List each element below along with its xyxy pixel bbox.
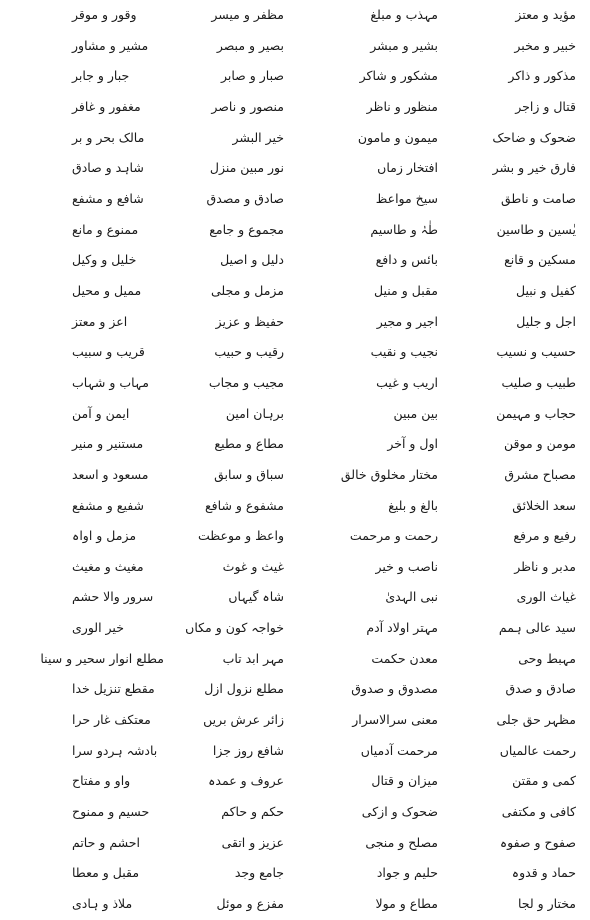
name-cell: مالک بحر و بر <box>72 129 145 145</box>
name-cell: حسیم و ممنوح <box>72 804 150 820</box>
name-cell: سیخ مواعظ <box>375 190 438 206</box>
name-cell: جبار و جابر <box>72 68 130 84</box>
name-cell: شاہ گیہاں <box>228 589 284 605</box>
name-cell: صامت و ناطق <box>500 190 576 206</box>
name-cell: مشفوع و شافع <box>205 497 284 513</box>
name-cell: مومن و موقن <box>504 436 576 452</box>
name-cell: ایمن و آمن <box>72 405 130 421</box>
name-cell: اجل و جلیل <box>516 313 576 329</box>
name-cell: بائس و دافع <box>375 252 438 268</box>
name-cell: مہتر اولاد آدم <box>366 620 438 636</box>
name-cell: سید عالی ہمم <box>498 620 576 636</box>
name-cell: میمون و مامون <box>357 129 438 145</box>
name-cell: میزان و قتال <box>371 773 438 789</box>
name-cell: واعظ و موعظت <box>198 528 284 544</box>
name-cell: مزمل و مجلی <box>210 282 284 298</box>
name-cell: غیاث الوری <box>516 589 576 605</box>
name-cell: بین مبین <box>393 405 438 421</box>
name-cell: مفزع و موئل <box>216 896 284 912</box>
name-cell: خواجہ کون و مکاں <box>185 620 284 636</box>
name-cell: سباق و سابق <box>214 466 284 482</box>
name-cell: اول و آخر <box>387 436 438 452</box>
name-cell: اجیر و مجیر <box>376 313 438 329</box>
name-cell: مہبط وحی <box>518 650 576 666</box>
name-cell: طٰہٰ و طاسیم <box>370 221 438 237</box>
name-cell: نجیب و نقیب <box>370 344 438 360</box>
name-cell: واو و مفتاح <box>72 773 131 789</box>
names-table <box>4 0 584 920</box>
name-cell: مہذب و مبلغ <box>370 7 438 22</box>
name-cell: سعد الخلائق <box>512 497 576 513</box>
name-cell: غیث و غوث <box>222 558 284 574</box>
name-cell: مجیب و مجاب <box>208 374 284 390</box>
name-cell: مقبل و معطا <box>72 865 140 881</box>
name-cell: مشکور و شاکر <box>359 68 438 84</box>
name-cell: مقطع تنزیل خدا <box>72 681 155 697</box>
name-cell: مغفور و غافر <box>72 98 141 114</box>
name-cell: صبار و صابر <box>220 68 284 84</box>
name-cell: احشم و حاتم <box>72 834 140 850</box>
name-cell: کفیل و نبیل <box>516 282 576 298</box>
name-cell: حماد و قدوہ <box>511 865 576 881</box>
name-cell: وقور و موقر <box>72 7 137 22</box>
name-cell: سرور والا حشم <box>72 589 154 605</box>
name-cell: ضحوک و ضاحک <box>492 129 576 145</box>
name-cell: دلیل و اصیل <box>220 252 284 268</box>
name-cell: معتکف غار حرا <box>72 712 151 728</box>
name-cell: شافع و مشفع <box>72 190 144 206</box>
name-cell: مستنیر و منیر <box>72 436 144 452</box>
name-cell: عزیز و اتقی <box>221 834 284 850</box>
name-cell: زائر عرش بریں <box>203 712 284 728</box>
name-cell: خیر الوری <box>72 620 124 636</box>
name-cell: مہر ابد تاب <box>222 650 284 666</box>
name-cell: خبیر و مخبر <box>514 37 576 53</box>
name-cell: کمی و مقتن <box>512 773 576 789</box>
name-cell: مطلع انوار سحیر و سینا <box>40 650 164 666</box>
name-cell: نبی الہدیٰ <box>385 589 438 605</box>
name-cell: صفوح و صفوہ <box>499 834 576 850</box>
name-cell: شفیع و مشفع <box>72 497 145 513</box>
name-cell: فارق خیر و بشر <box>492 160 576 176</box>
name-cell: شاہد و صادق <box>72 160 144 176</box>
name-cell: حجاب و مہیمن <box>496 405 576 421</box>
name-cell: ضحوک و ازکی <box>361 804 438 820</box>
name-cell: ممنوع و مانع <box>72 221 139 237</box>
name-cell: حکم و حاکم <box>221 804 284 820</box>
name-cell: اعز و معتز <box>72 313 128 329</box>
name-cell: مہاب و شہاب <box>72 374 149 390</box>
name-cell: مرحمت آدمیاں <box>360 742 438 758</box>
name-cell: کافی و مکتفی <box>501 804 576 820</box>
name-cell: خلیل و وکیل <box>72 252 137 268</box>
name-cell: رحمت عالمیاں <box>499 742 576 758</box>
name-cell: یٰسین و طاسین <box>496 221 576 237</box>
name-cell: بصیر و مبصر <box>216 37 284 53</box>
name-cell: ملاذ و ہادی <box>72 896 133 912</box>
name-cell: منصور و ناصر <box>211 98 284 114</box>
name-cell: منظور و ناظر <box>366 98 438 114</box>
name-cell: بشیر و مبشر <box>370 37 438 53</box>
name-cell: مصباح مشرق <box>504 466 576 482</box>
name-cell: صادق و مصدق <box>206 190 284 206</box>
name-cell: مختار مخلوق خالق <box>340 466 438 482</box>
name-cell: قتال و زاجر <box>515 98 576 114</box>
name-cell: رقیب و حبیب <box>214 344 284 360</box>
name-cell: بالغ و بلیغ <box>388 497 438 513</box>
name-cell: مقبل و منیل <box>374 282 438 298</box>
name-cell: معدن حکمت <box>371 650 438 666</box>
name-cell: ناصب و خیر <box>375 558 438 574</box>
name-cell: مطلع نزول ازل <box>204 681 284 697</box>
name-cell: مجموع و جامع <box>209 221 284 237</box>
name-cell: شافع روز جزا <box>212 742 284 758</box>
name-cell: اریب و غیب <box>376 374 438 390</box>
name-cell: ممیل و محیل <box>72 282 142 298</box>
name-cell: مشیر و مشاور <box>72 37 149 53</box>
name-cell: مطاع و مولا <box>375 896 438 912</box>
name-cell: نور مبین منزل <box>209 160 284 176</box>
name-cell: مسکین و قانع <box>504 252 576 268</box>
name-cell: خیر البشر <box>232 129 284 145</box>
name-cell: مدبر و ناظر <box>514 558 576 574</box>
name-cell: مذکور و ذاکر <box>508 68 576 84</box>
name-cell: بادشہ ہردو سرا <box>72 742 158 758</box>
name-cell: مطاع و مطیع <box>214 436 284 452</box>
name-cell: حسیب و نسیب <box>496 344 576 360</box>
name-cell: مظہر حق جلی <box>496 712 576 728</box>
name-cell: برہان امین <box>225 405 284 421</box>
name-cell: مظفر و میسر <box>211 7 284 22</box>
name-cell: مختار و لجا <box>517 896 576 912</box>
name-cell: قریب و سبیب <box>72 344 145 360</box>
name-cell: عروف و عمدہ <box>208 773 284 789</box>
name-cell: مزمل و اواہ <box>72 528 137 544</box>
name-cell: مسعود و اسعد <box>72 466 149 482</box>
name-cell: افتخار زماں <box>377 160 438 176</box>
name-cell: معنی سرالاسرار <box>352 712 438 728</box>
name-cell: رحمت و مرحمت <box>349 528 438 544</box>
name-cell: مصلح و منجی <box>365 834 438 850</box>
name-cell: حلیم و جواد <box>376 865 438 881</box>
name-cell: مصدوق و صدوق <box>351 681 438 697</box>
name-cell: مؤید و معتز <box>515 7 576 22</box>
name-cell: رفیع و مرفع <box>513 528 576 544</box>
name-cell: جامع وجد <box>234 865 284 881</box>
name-cell: مغیث و مغیث <box>72 558 144 574</box>
name-cell: صادق و صدق <box>505 681 576 697</box>
name-cell: طبیب و صلیب <box>501 374 576 390</box>
name-cell: حفیظ و عزیز <box>215 313 284 329</box>
